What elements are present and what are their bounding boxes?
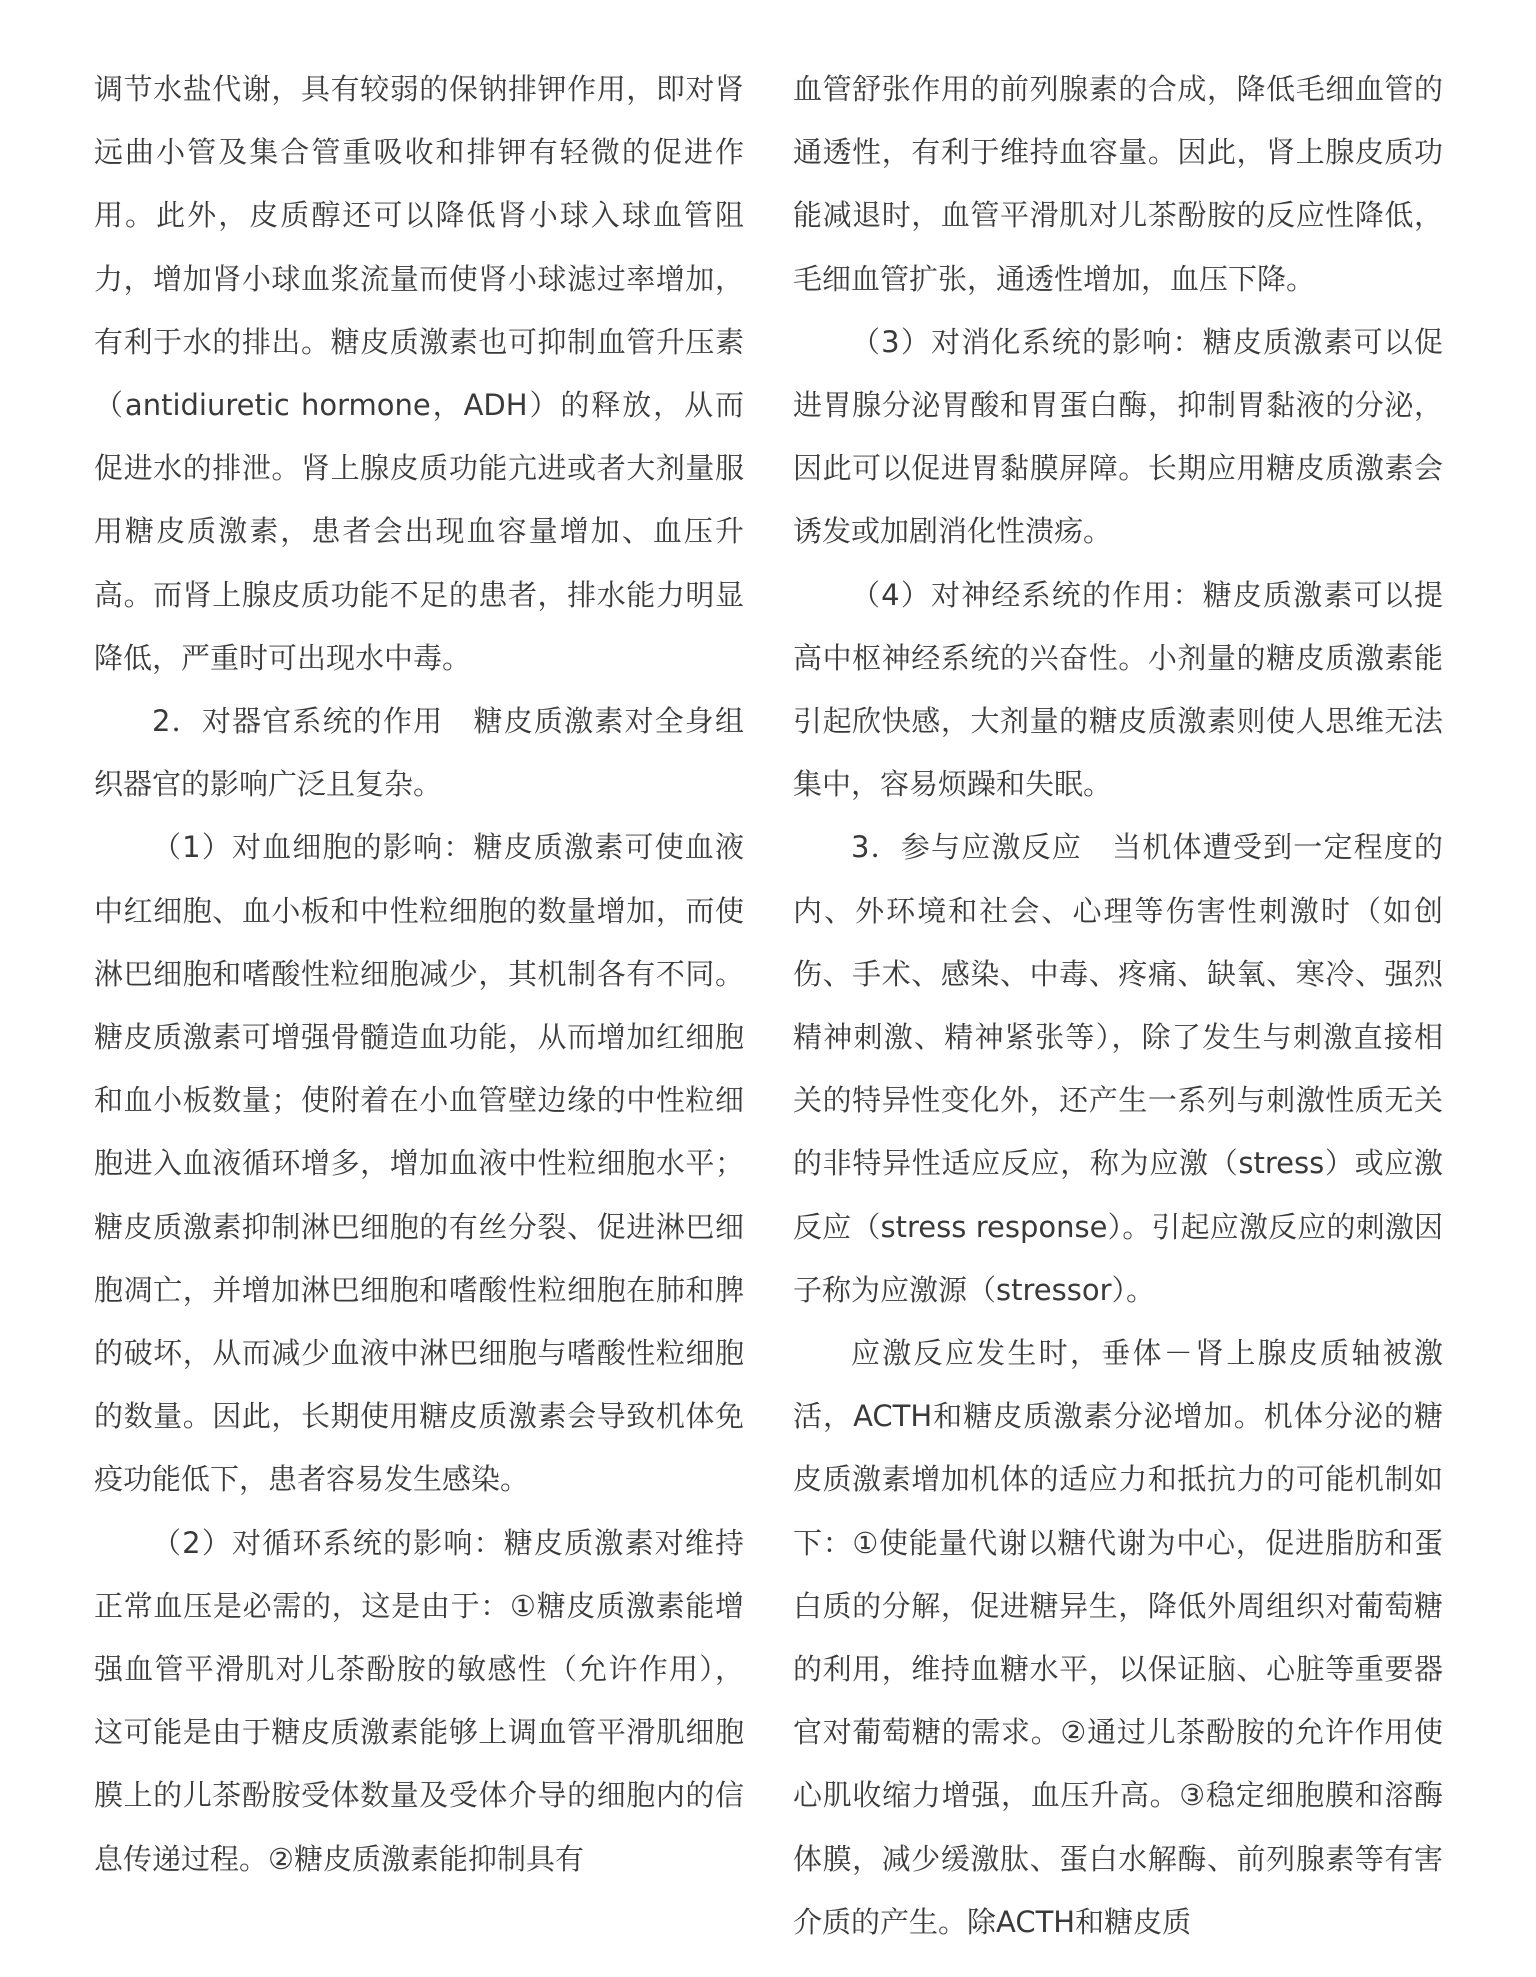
paragraph-digestive-effects: （3）对消化系统的影响：糖皮质激素可以促进胃腺分泌胃酸和胃蛋白酶，抑制胃黏液的分泌，因此可以促进胃黏膜屏障。长期应用糖皮质激素会诱发或加剧消化性溃疡。 (793, 324, 1443, 549)
paragraph-circulatory-continued: 血管舒张作用的前列腺素的合成，降低毛细血管的通透性，有利于维持血容量。因此，肾上腺皮质功能减退时，血管平滑肌对儿茶酚胺的反应性降低，毛细血管扩张，通透性增加，血压下降。 (793, 72, 1443, 296)
paragraph-water-salt-metabolism: 调节水盐代谢，具有较弱的保钠排钾作用，即对肾远曲小管及集合管重吸收和排钾有轻微的促进作用。此外，皮质醇还可以降低肾小球入球血管阻力，增加肾小球血浆流量而使肾小球滤过率增加，有利于水的排出。糖皮质激素也可抑制血管升压素（antidiuretic hormone，ADH）的释放，从而促进水的排泄。肾上腺皮质功能亢进或者大剂量服用糖皮质激素，患者会出现血容量增加、血压升高。而肾上腺皮质功能不足的患者，排水能力明显降低，严重时可出现水中毒。 (94, 72, 744, 675)
paragraph-stress-response: 3．参与应激反应 当机体遭受到一定程度的内、外环境和社会、心理等伤害性刺激时（如创伤、手术、感染、中毒、疼痛、缺氧、寒冷、强烈精神刺激、精神紧张等），除了发生与刺激直接相关的特异性变化外，还产生一系列与刺激性质无关的非特异性适应反应，称为应激（stress）或应激反应（stress response）。引起应激反应的刺激因子称为应激源（stressor）。 (793, 830, 1443, 1307)
right-text-column (793, 58, 1443, 1954)
left-text-column (94, 58, 744, 1891)
paragraph-circulatory-effects: （2）对循环系统的影响：糖皮质激素对维持正常血压是必需的，这是由于：①糖皮质激素能增强血管平滑肌对儿茶酚胺的敏感性（允许作用），这可能是由于糖皮质激素能够上调血管平滑肌细胞膜上的儿茶酚胺受体数量及受体介导的细胞内的信息传递过程。②糖皮质激素能抑制具有 (94, 1525, 744, 1876)
paragraph-organ-system-effects-heading: 2．对器官系统的作用 糖皮质激素对全身组织器官的影响广泛且复杂。 (94, 704, 744, 802)
paragraph-stress-mechanisms: 应激反应发生时，垂体－肾上腺皮质轴被激活，ACTH和糖皮质激素分泌增加。机体分泌的糖皮质激素增加机体的适应力和抵抗力的可能机制如下：①使能量代谢以糖代谢为中心，促进脂肪和蛋白质的分解，促进糖异生，降低外周组织对葡萄糖的利用，维持血糖水平，以保证脑、心脏等重要器官对葡萄糖的需求。②通过儿茶酚胺的允许作用使心肌收缩力增强，血压升高。③稳定细胞膜和溶酶体膜，减少缓激肽、蛋白水解酶、前列腺素等有害介质的产生。除ACTH和糖皮质 (793, 1336, 1443, 1939)
paragraph-nervous-effects: （4）对神经系统的作用：糖皮质激素可以提高中枢神经系统的兴奋性。小剂量的糖皮质激素能引起欣快感，大剂量的糖皮质激素则使人思维无法集中，容易烦躁和失眠。 (793, 577, 1443, 802)
paragraph-blood-cell-effects: （1）对血细胞的影响：糖皮质激素可使血液中红细胞、血小板和中性粒细胞的数量增加，而使淋巴细胞和嗜酸性粒细胞减少，其机制各有不同。糖皮质激素可增强骨髓造血功能，从而增加红细胞和血小板数量；使附着在小血管壁边缘的中性粒细胞进入血液循环增多，增加血液中性粒细胞水平；糖皮质激素抑制淋巴细胞的有丝分裂、促进淋巴细胞凋亡，并增加淋巴细胞和嗜酸性粒细胞在肺和脾的破坏，从而减少血液中淋巴细胞与嗜酸性粒细胞的数量。因此，长期使用糖皮质激素会导致机体免疫功能低下，患者容易发生感染。 (94, 830, 744, 1497)
